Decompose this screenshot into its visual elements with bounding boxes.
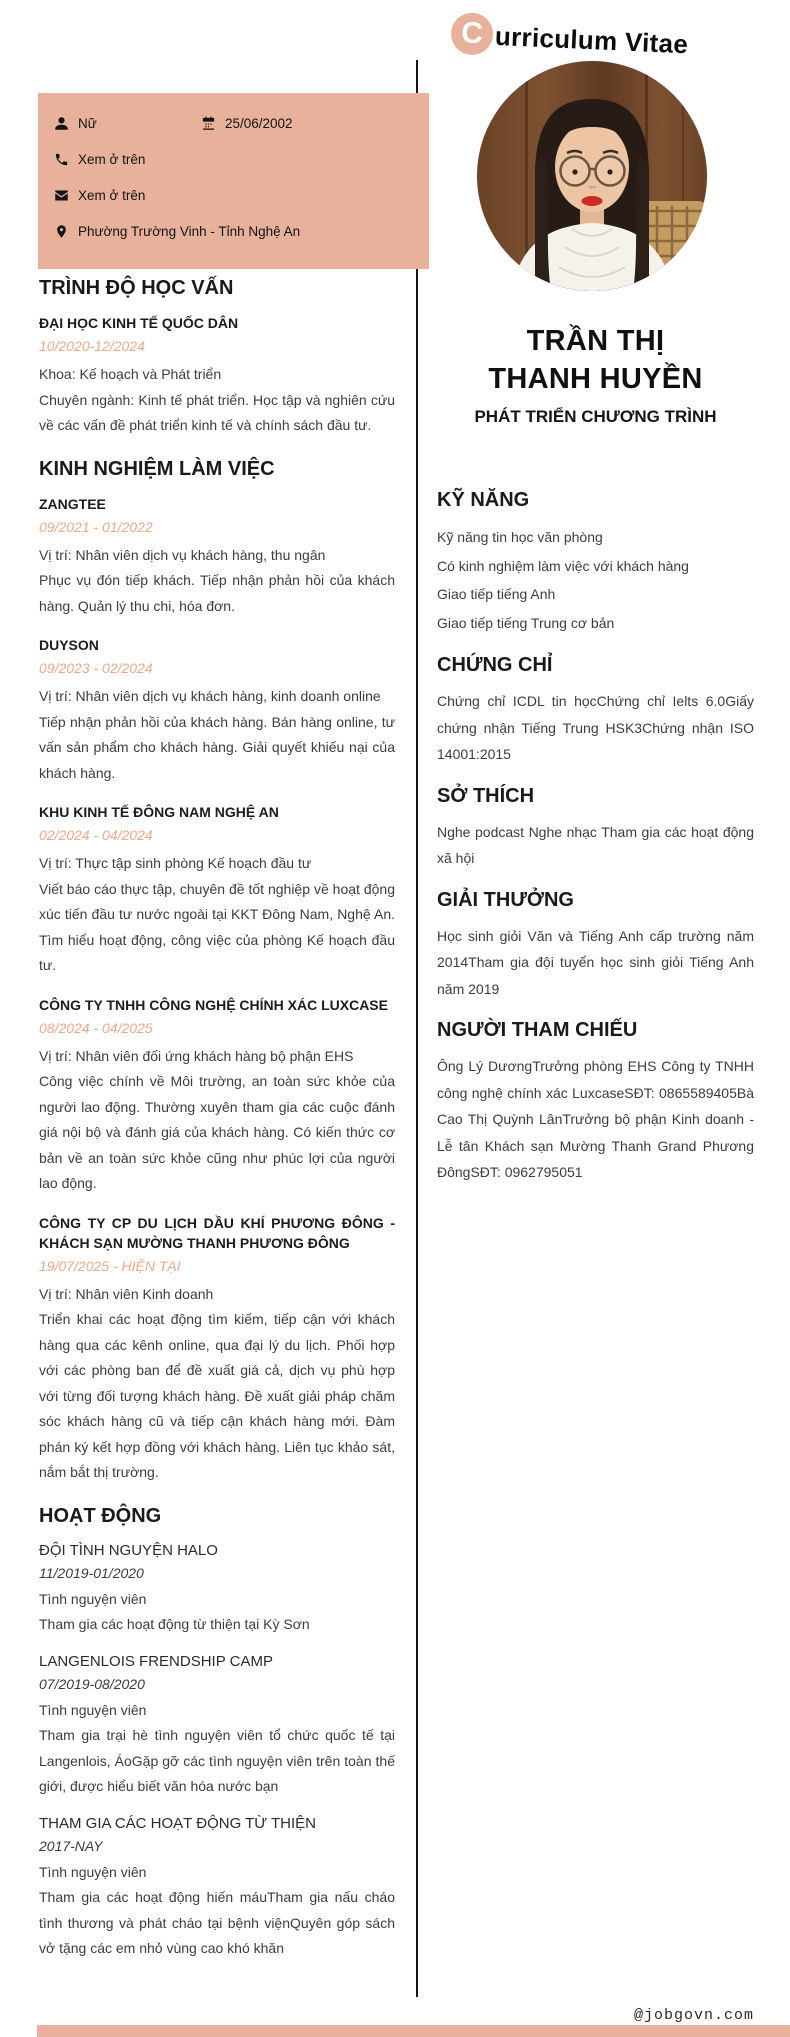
experience-entry — [39, 494, 395, 620]
logo-c-icon: C — [450, 12, 494, 56]
right-sections — [437, 488, 754, 1186]
experience-description: Triển khai các hoạt động tìm kiếm, tiếp cận với khách hàng qua các kênh online, qua đại lý du lịch. Phối hợp với các phòng ban để đề xuất giá cả, dịch vụ phù hợp với từng đối tượng khách hàng. Đề xuất giải pháp chăm sóc khách hàng cũ và tiếp cận khách hàng mới. Đàm phán ký kết hợp đồng với khách hàng. Liên tục khảo sát, nắm bắt thị trường. — [39, 1311, 395, 1480]
company-name: DUYSON — [39, 637, 99, 653]
skill-item: Giao tiếp tiếng Anh — [437, 586, 556, 602]
experience-date: 02/2024 - 04/2024 — [39, 827, 153, 843]
experience-date: 08/2024 - 04/2025 — [39, 1019, 153, 1036]
skill-item: Giao tiếp tiếng Trung cơ bản — [437, 614, 615, 631]
activity-org: LANGENLOIS FRENDSHIP CAMP — [39, 1652, 273, 1670]
info-row-address — [54, 213, 413, 249]
profile-photo-illustration — [477, 61, 707, 291]
activity-org: ĐỘI TÌNH NGUYỆN HALO — [39, 1541, 218, 1559]
experience-heading: KINH NGHIỆM LÀM VIỆC — [39, 457, 275, 480]
activity-org: THAM GIA CÁC HOẠT ĐỘNG TỪ THIỆN — [39, 1814, 317, 1832]
person-icon — [54, 116, 69, 131]
education-entry — [39, 313, 395, 439]
phone-value: Xem ở trên — [78, 151, 146, 167]
activity-description: Tham gia trại hè tình nguyện viên tổ chức quốc tế tại Langenlois, ÁoGặp gỡ các tình nguyện viên trên toàn thế giới, được hiểu biết văn hóa nước bạn — [39, 1727, 395, 1794]
location-pin-icon — [54, 224, 69, 239]
dob-group — [201, 105, 293, 141]
activity-date: 07/2019-08/2020 — [39, 1675, 145, 1692]
company-name: CÔNG TY CP DU LỊCH DẦU KHÍ PHƯƠNG ĐÔNG - KHÁCH SẠN MƯỜNG THANH PHƯƠNG ĐÔNG — [39, 1214, 395, 1251]
candidate-title: PHÁT TRIỂN CHƯƠNG TRÌNH — [474, 407, 717, 426]
education-heading: TRÌNH ĐỘ HỌC VẤN — [39, 277, 234, 299]
experience-entry — [39, 635, 395, 786]
activity-description: Tham gia các hoạt động từ thiện tại Kỳ Sơn — [39, 1616, 310, 1632]
skills-heading: KỸ NĂNG — [437, 489, 530, 511]
email-value: Xem ở trên — [78, 187, 146, 203]
left-column — [39, 276, 395, 1976]
activity-date: 2017-NAY — [39, 1837, 103, 1854]
watermark: @jobgovn.com — [633, 2007, 754, 2024]
activity-role: Tình nguyện viên — [39, 1863, 147, 1880]
education-faculty: Khoa: Kế hoạch và Phát triển — [39, 366, 222, 382]
right-column — [437, 322, 754, 1186]
references-text: Ông Lý DươngTrưởng phòng EHS Công ty TNHH công nghệ chính xác LuxcaseSĐT: 0865589405Bà Cao Thị Quỳnh LânTrưởng bộ phận Kinh doanh - Lễ tân Khách sạn Mường Thanh Grand Phương ĐôngSĐT: 0962795051 — [437, 1058, 754, 1180]
calendar-icon — [201, 116, 216, 131]
experience-position: Vị trí: Nhân viên đối ứng khách hàng bộ phận EHS — [39, 1047, 354, 1064]
experience-position: Vị trí: Nhân viên Kinh doanh — [39, 1285, 214, 1302]
activity-date: 11/2019-01/2020 — [39, 1564, 144, 1581]
skill-item: Có kinh nghiệm làm việc với khách hàng — [437, 557, 689, 574]
gender-value: Nữ — [78, 115, 97, 131]
activity-entry — [39, 1652, 395, 1800]
info-row-phone — [54, 141, 413, 177]
experience-date: 09/2021 - 01/2022 — [39, 518, 153, 535]
experience-description: Công việc chính về Môi trường, an toàn sức khỏe của người lao động. Thường xuyên tham gia các cuộc đánh giá nội bộ và đánh giá của khách hàng. Có kiến thức cơ bản về an toàn sức khỏe cũng như phúc lợi của người lao động. — [39, 1073, 395, 1191]
dob-value: 25/06/2002 — [225, 115, 293, 131]
candidate-name-line1: TRẦN THỊ — [526, 325, 665, 357]
experience-date: 19/07/2025 - HIỆN TẠI — [39, 1257, 181, 1274]
certificates-heading: CHỨNG CHỈ — [437, 654, 553, 676]
logo-text: urriculum Vitae — [494, 20, 689, 60]
envelope-icon — [54, 188, 69, 203]
phone-icon — [54, 152, 69, 167]
hobbies-heading: SỞ THÍCH — [437, 784, 535, 807]
profile-photo — [477, 61, 707, 291]
activity-entry — [39, 1814, 395, 1962]
activity-entry — [39, 1541, 395, 1638]
experience-entry — [39, 1213, 395, 1486]
hobbies-text: Nghe podcast Nghe nhạc Tham gia các hoạt động xã hội — [437, 823, 754, 866]
experience-position: Vị trí: Nhân viên dịch vụ khách hàng, kinh doanh online — [39, 688, 381, 704]
activities-heading: HOẠT ĐỘNG — [39, 1504, 162, 1527]
company-name: CÔNG TY TNHH CÔNG NGHỆ CHÍNH XÁC LUXCASE — [39, 996, 388, 1013]
activity-role: Tình nguyện viên — [39, 1590, 147, 1607]
personal-info-box — [38, 93, 429, 269]
experience-position: Vị trí: Nhân viên dịch vụ khách hàng, thu ngân — [39, 546, 326, 563]
school-name: ĐẠI HỌC KINH TẾ QUỐC DÂN — [39, 315, 239, 331]
column-divider — [416, 60, 418, 1997]
candidate-name — [437, 322, 754, 398]
experience-description: Phục vụ đón tiếp khách. Tiếp nhận phản hồi của khách hàng. Quản lý thu chi, hóa đơn. — [39, 572, 395, 614]
info-row-email — [54, 177, 413, 213]
skill-item: Kỹ năng tin học văn phòng — [437, 529, 603, 545]
bottom-accent-bar — [37, 2025, 790, 2037]
education-major: Chuyên ngành: Kinh tế phát triển. Học tập và nghiên cứu về các vấn đề phát triển kinh tế và chính sách đầu tư. — [39, 391, 395, 433]
references-heading: NGƯỜI THAM CHIẾU — [437, 1019, 638, 1041]
experience-description: Viết báo cáo thực tập, chuyên đề tốt nghiệp về hoạt động xúc tiến đầu tư nước ngoài tại KKT Đông Nam, Nghệ An. Tìm hiểu hoạt động, công việc của phòng Kế hoạch đầu tư. — [39, 880, 395, 973]
info-row-gender-dob — [54, 105, 413, 141]
experience-entry — [39, 802, 395, 979]
company-name: ZANGTEE — [39, 495, 106, 512]
experience-entry — [39, 995, 395, 1197]
education-date: 10/2020-12/2024 — [39, 338, 145, 354]
candidate-name-line2: THANH HUYỀN — [488, 363, 703, 395]
experience-date: 09/2023 - 02/2024 — [39, 660, 153, 676]
experience-description: Tiếp nhận phản hồi của khách hàng. Bán hàng online, tư vấn sản phẩm cho khách hàng. Giải quyết khiếu nại của khách hàng. — [39, 713, 395, 781]
experience-position: Vị trí: Thực tập sinh phòng Kế hoạch đầu tư — [39, 855, 312, 871]
activity-role: Tình nguyện viên — [39, 1701, 147, 1718]
address-value: Phường Trường Vinh - Tỉnh Nghệ An — [78, 223, 301, 239]
company-name: KHU KINH TẾ ĐÔNG NAM NGHỆ AN — [39, 804, 279, 820]
curriculum-vitae-logo — [450, 12, 689, 64]
awards-text: Học sinh giỏi Văn và Tiếng Anh cấp trường năm 2014Tham gia đội tuyển học sinh giỏi Tiếng Anh năm 2019 — [437, 927, 754, 997]
activity-description: Tham gia các hoạt động hiến máuTham gia nấu cháo tình thương và phát cháo tại bệnh việnQuyên góp sách vở tặng các em nhỏ vùng cao khó khăn — [39, 1889, 395, 1956]
certificates-text: Chứng chỉ ICDL tin họcChứng chỉ Ielts 6.0Giấy chứng nhận Tiếng Trung HSK3Chứng nhận ISO 14001:2015 — [437, 693, 754, 762]
awards-heading: GIẢI THƯỞNG — [437, 888, 574, 911]
